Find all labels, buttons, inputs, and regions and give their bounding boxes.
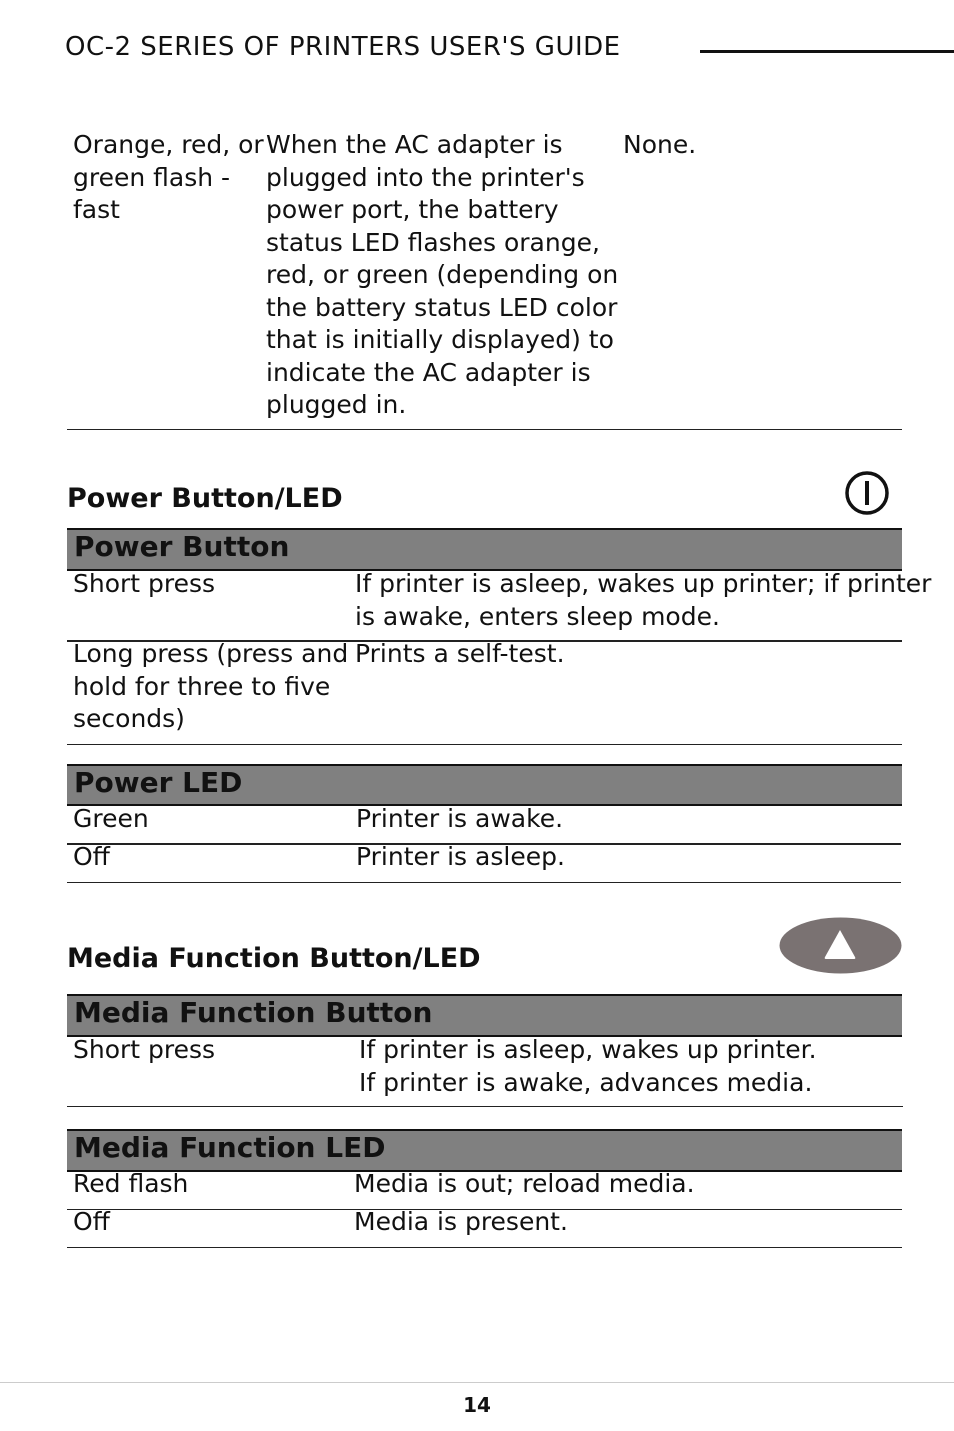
cell-line: If printer is awake, advances media. — [359, 1067, 813, 1097]
cell-line: Prints a self-test. — [355, 639, 565, 668]
table-rule — [67, 1106, 903, 1107]
page-number: 14 — [463, 1393, 491, 1417]
action-cell: None. — [623, 130, 697, 159]
table-row-value: Printer is asleep. — [356, 842, 565, 871]
table-row-label: Off — [73, 842, 110, 871]
media-section-title: Media Function Button/LED — [67, 943, 481, 974]
running-header-title: OC-2 SERIES OF PRINTERS USER'S GUIDE — [65, 32, 621, 62]
table-header-label: Power Button — [74, 530, 290, 563]
table-header-label: Media Function LED — [74, 1131, 386, 1164]
table-row-label: Off — [73, 1207, 110, 1236]
power-button-table-header — [67, 528, 902, 571]
footer-rule — [0, 1382, 954, 1383]
table-row-value — [355, 638, 565, 671]
cell-line: Orange, red, or — [73, 130, 264, 159]
cell-line: If printer is asleep, wakes up printer. — [359, 1035, 817, 1064]
cell-line: status LED flashes orange, — [266, 227, 600, 257]
media-button-table-header — [67, 994, 902, 1037]
table-row-value — [359, 1034, 817, 1099]
cell-line: is awake, enters sleep mode. — [355, 601, 720, 631]
table-row-label — [73, 568, 215, 601]
cell-line: red, or green (depending on — [266, 260, 619, 289]
cell-line: the battery status LED color — [266, 292, 618, 322]
table-rule — [67, 744, 902, 745]
cell-line: indicate the AC adapter is — [266, 357, 591, 387]
table-row-value: Media is present. — [354, 1207, 568, 1236]
led-state-cell — [73, 129, 264, 227]
cell-line: fast — [73, 195, 120, 224]
cell-line: plugged into the printer's — [266, 162, 585, 192]
table-row-label: Short press — [73, 1035, 216, 1064]
table-row-label: Red flash — [73, 1169, 189, 1198]
cell-line: When the AC adapter is — [266, 130, 563, 159]
cell-line: If printer is asleep, wakes up printer; if printer — [355, 569, 932, 598]
power-section-title: Power Button/LED — [67, 483, 343, 514]
table-rule — [67, 882, 901, 883]
led-description-cell — [266, 129, 618, 422]
table-row-label: Green — [73, 804, 149, 833]
table-rule — [67, 429, 902, 430]
power-led-table-header — [67, 764, 902, 806]
cell-line: Long press (press and — [73, 639, 349, 668]
table-row-value — [355, 568, 931, 633]
media-led-table-header — [67, 1129, 902, 1172]
cell-line: Short press — [73, 569, 216, 598]
table-header-label: Power LED — [74, 766, 243, 799]
cell-line: green flash - — [73, 162, 231, 192]
cell-line: seconds) — [73, 704, 185, 733]
cell-line: hold for three to five — [73, 671, 331, 701]
table-row-label — [73, 638, 348, 736]
cell-line: power port, the battery — [266, 195, 559, 224]
cell-line: that is initially displayed) to — [266, 325, 614, 354]
cell-line: plugged in. — [266, 390, 407, 419]
table-rule — [67, 1247, 902, 1248]
table-row-value: Printer is awake. — [356, 804, 564, 833]
header-rule — [700, 50, 954, 53]
table-row-value: Media is out; reload media. — [354, 1169, 695, 1198]
table-header-label: Media Function Button — [74, 996, 433, 1029]
media-triangle-icon — [779, 917, 902, 974]
power-icon — [844, 470, 890, 516]
